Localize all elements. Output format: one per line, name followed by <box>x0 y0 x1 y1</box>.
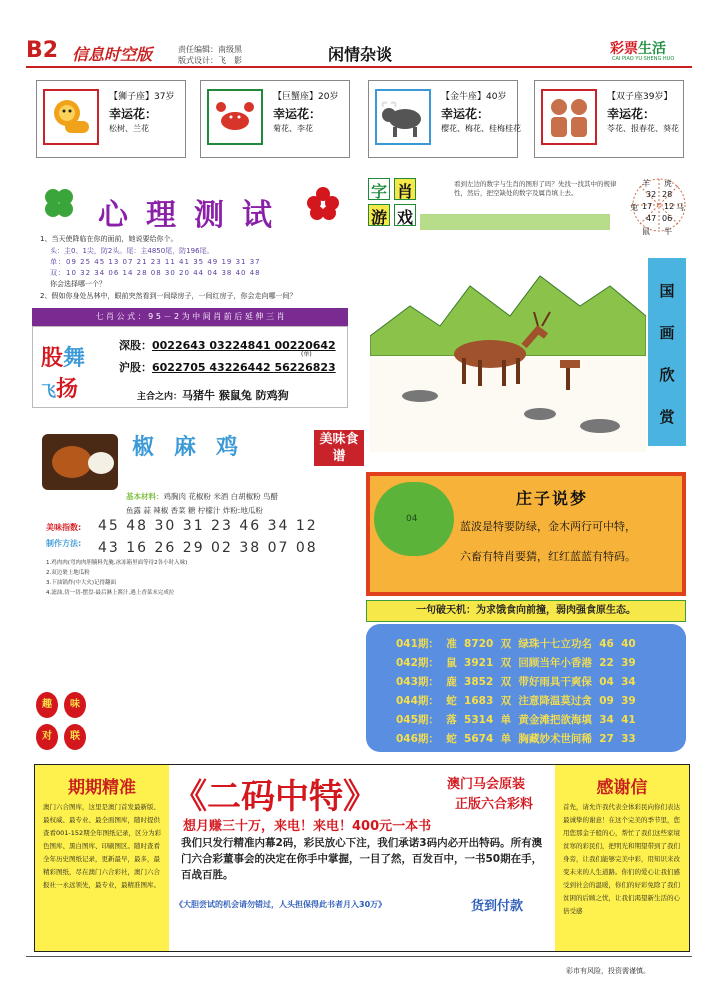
section-title: 闲情杂谈 <box>328 45 393 64</box>
footer-rule <box>26 956 692 957</box>
zodiac-card-gemini: 【双子座39岁】 幸运花： 苓花、报春花、葵花 <box>534 80 684 158</box>
crab-icon <box>207 89 263 145</box>
sh-row: 沪股：6022705 43226442 56226823 <box>119 361 336 374</box>
logo-sub: CAI PIAO YU SHENG HUO <box>612 56 675 62</box>
banner-title: 《二码中特》 <box>173 777 377 817</box>
food-tag: 美味食谱 <box>314 430 364 466</box>
main-row: 主合之内：马猪牛 猴鼠兔 防鸡狗 <box>137 389 289 402</box>
psych-title: 心理测试 <box>98 198 290 233</box>
food-title: 椒麻鸡 <box>132 434 259 460</box>
zodiac-card-cancer: 【巨蟹座】20岁 幸运花： 菊花、李花 <box>200 80 350 158</box>
brand-title: 信息时空版 <box>72 45 153 64</box>
yiju-bar: 一句破天机：为求饿食向前撞，弱肉强食原生态。 <box>366 600 686 622</box>
history-row: 042期： 鼠 3921 双 回顾当年小香港 22 39 <box>396 657 636 669</box>
zodiac-card-leo: 【狮子座】37岁 幸运花： 松树、兰花 <box>36 80 186 158</box>
editor-credits <box>178 44 242 66</box>
history-list <box>366 624 686 752</box>
bottom-ad: 期期精准 澳门六合图库，这里是澳门首发最新版、最权威、最专业、最全面图库，随时提供查看001-152期全年图纸记录，区分为彩色图库、黑白图库、印刷图区。随时查看全年历史图纸记录，更新最早，最多，最精彩图纸，尽在澳门六合彩社，澳门六合报社一永远领先，最专业，最精准图库。 感谢信 首先，请允许我代表全体彩民向你们表达最诚挚的谢意！在这个完美的季节里，您用您那金子般的心，帮忙了我们这些家境贫寒的彩民们，把明光和期望带到了我们身旁，让我们能够完美中彩，用知识来改变未来的人生道路。你们的爱心让我们感受到社会的温暖，你们的好彩免除了我们贫困的后顾之忧，让我们渴望新生活的心倍受感 《二码中特》 澳门马会原装 正版六合彩料 想月赚三十万，来电！来电！400元一本书 我们只发行精准内幕2码，彩民放心下注，我们承诺3码内必开出特码。所有澳门六合彩董事会的决定在你手中掌握，一目了然，百发百中，一书50期在手，百战百胜。 《大胆尝试的机会请勿错过，人头担保得此书者月入30万》 货到付款 <box>34 764 690 952</box>
lantern-icon: 味 <box>64 692 86 718</box>
lantern-icon: 趣 <box>36 692 58 718</box>
lion-icon <box>43 89 99 145</box>
history-row: 044期： 蛇 1683 双 注意降温莫过贪 09 39 <box>396 695 636 707</box>
right-column: 感谢信 首先，请允许我代表全体彩民向你们表达最诚挚的谢意！在这个完美的季节里，您用您那金子般的心，帮忙了我们这些家境贫寒的彩民们，把明光和期望带到了我们身旁，让我们能够完美中彩，用知识来改变未来的人生道路。你们的爱心让我们感受到社会的温暖，你们的好彩免除了我们贫困的后顾之忧，让我们渴望新生活的心倍受感 <box>555 765 689 951</box>
logo: 彩票生活 <box>610 41 666 57</box>
lantern-icon: 对 <box>36 724 58 750</box>
psych-test: 心理测试 1、当天使降临在你的面前，她说要给你个。 头：主0、1尖，防2头。尾：主4850尾，防196尾。 单：09 25 45 13 07 21 23 11 41 35 49 19 31 37 双：10 32 34 06 14 28 08 30 20 44 04 38 40 48 你会选择哪一个？ 2、假如你身处丛林中，眼前突然看到一间绿房子，一间红房子，你会走向哪一间？ <box>32 172 348 310</box>
ingredients: 基本材料：鸡胸肉 花椒粉 米酒 白胡椒粉 鸟醋 鱼露 蒜 辣椒 香菜 糖 柠檬汁 炸粉:地瓜粉 <box>126 492 279 515</box>
editor: 责任编辑：南级黑 <box>178 45 242 54</box>
zodiac-card-taurus: 【金牛座】40岁 幸运花： 樱花、梅花、桂梅桂花 <box>368 80 518 158</box>
deer-painting <box>370 246 646 452</box>
history-row: 043期： 鹿 3852 双 带好雨具干爽保 04 34 <box>396 676 636 688</box>
sz-row: 深股：0022643 03224841 00220642 <box>119 339 336 352</box>
food-steps: 1.鸡肉肉(弯肉肉胆腩料先腌,冰冻箱里面等待2各小时入味) 2.双边裹上地瓜粉 3.下油锅炸(中大火)记得翻面 4.滤油,切一切-摆盘-最后淋上酱汁,遇上香菜末完成拉 <box>46 560 188 596</box>
guohua-banner: 国 画 欣 赏 <box>648 258 686 446</box>
twins-icon <box>541 89 597 145</box>
stock-box: 股舞 飞扬 深股：0022643 03224841 00220642 (单) 沪股：6022705 43226442 56226823 主合之内：马猪牛 猴鼠兔 防鸡狗 <box>32 326 348 408</box>
zhuangzi-title: 庄子说梦 <box>516 489 589 508</box>
header-rule <box>26 66 692 68</box>
history-row: 041期： 准 8720 双 绿珠十七立功名 46 40 <box>396 638 636 650</box>
designer: 版式设计：飞 影 <box>178 56 242 65</box>
history-row: 046期： 蛇 5674 单 胸藏妙术世间稀 27 33 <box>396 733 636 745</box>
zhuangzi-box: 04 庄子说梦 蓝波是特要防绿，金木两行可中特， 六畜有特肖要猜，红红蓝蓝有特码。 <box>366 472 686 596</box>
page-code: B2 <box>26 38 59 63</box>
flower-icon <box>306 186 340 220</box>
stock-logo: 股舞 飞扬 <box>41 345 86 402</box>
slogan: 想月赚三十万，来电！来电！400元一本书 <box>183 819 432 834</box>
pay-label: 货到付款 <box>471 899 524 914</box>
zodiac-game: 字 肖 游 戏 看到左边的数字与生肖的图形了吗？先找一找其中的规律性，然后，把空缺处的数字及属肖填上去。 羊 虎 32 28 兔 17 12 马 47 06 鼠 牛 <box>368 174 688 244</box>
formula-bar: 七 肖 公 式 ： 9 5 － 2 为 中 间 肖 前 后 延 伸 三 肖 <box>32 308 348 326</box>
lantern-couplet <box>34 690 114 754</box>
lantern-icon: 联 <box>64 724 86 750</box>
clover-icon <box>42 186 76 220</box>
dish-image <box>42 434 118 490</box>
bull-icon <box>375 89 431 145</box>
page-header <box>0 0 718 65</box>
footer-note: 彩市有风险，投资需谨慎。 <box>566 967 650 975</box>
food-recipe: 椒麻鸡 美味食谱 基本材料：鸡胸肉 花椒粉 米酒 白胡椒粉 鸟醋 鱼露 蒜 辣椒 香菜 糖 柠檬汁 炸粉:地瓜粉 美味指数: 制作方法: 45 48 30 31 23 46 34 12 43 16 26 29 02 38 07 08 1.鸡肉肉(弯肉肉胆腩料先腌,冰冻箱里面等待2各小时入味) 2.双边裹上地瓜粉 3.下油锅炸(中大火)记得翻面 4.滤油,切一切-摆盘-最后淋上酱汁,遇上香菜末完成拉 <box>32 428 348 610</box>
left-column: 期期精准 澳门六合图库，这里是澳门首发最新版、最权威、最专业、最全面图库，随时提供查看001-152期全年图纸记录，区分为彩色图库、黑白图库、印刷图区。随时查看全年历史图纸记录，更新最早，最多，最精彩图纸，尽在澳门六合彩社，澳门六合报社一永远领先，最专业，最精准图库。 <box>35 765 169 951</box>
history-row: 045期： 落 5314 单 黄金滩把欲海填 34 41 <box>396 714 636 726</box>
